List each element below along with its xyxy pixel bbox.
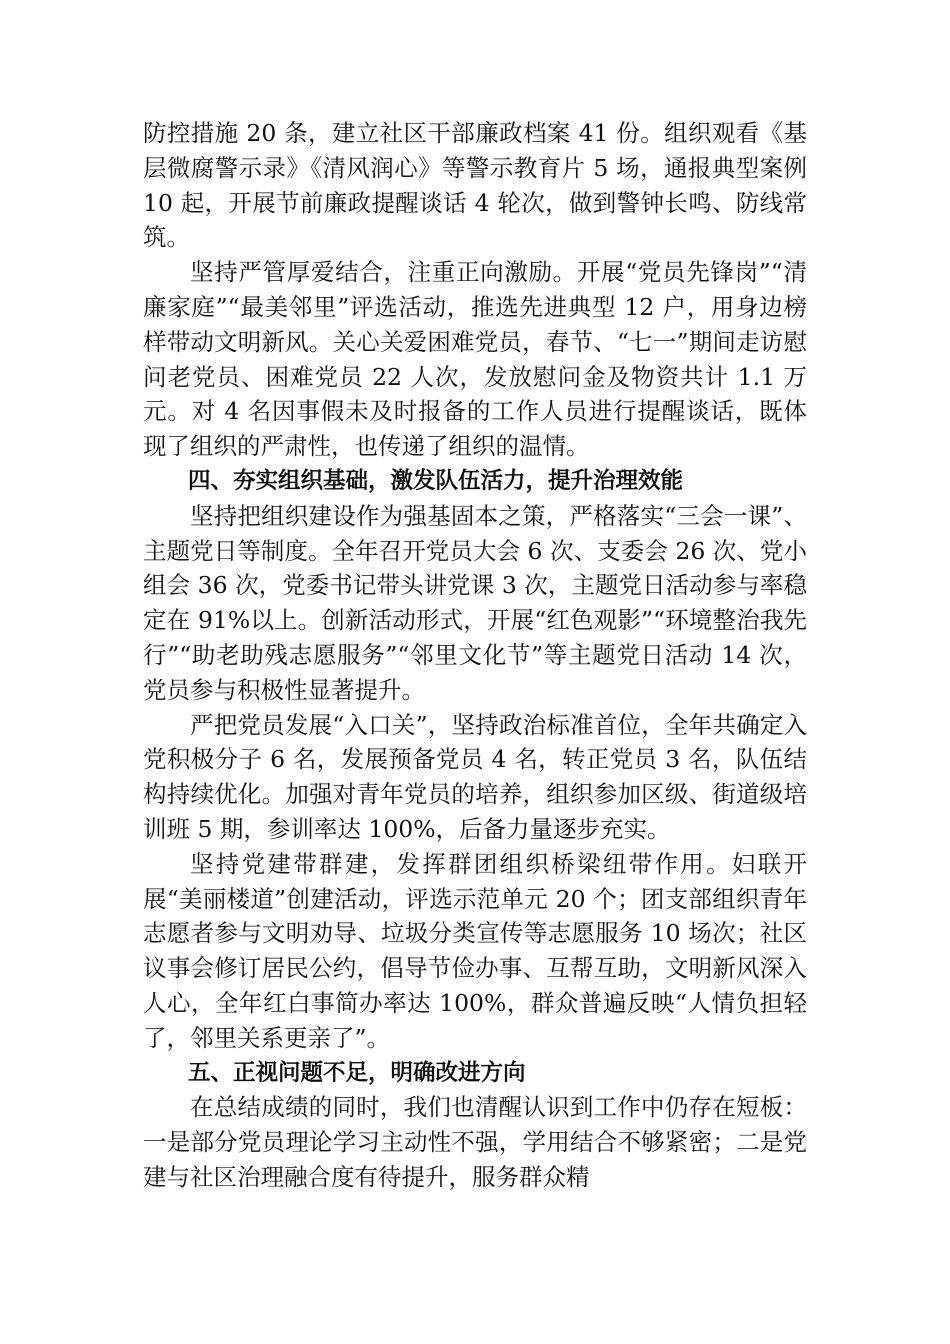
- section-heading-5: 五、正视问题不足，明确改进方向: [188, 1059, 526, 1086]
- paragraph-member-development: 严把党员发展“入口关”，坚持政治标准首位，全年共确定入党积极分子 6 名，发展预备党员 4 名，转正党员 3 名，队伍结构持续优化。加强对青年党员的培养，组织参加区级、街道级培训班 5 期，参训率达 100%，后备力量逐步充实。: [143, 710, 807, 843]
- paragraph-mass-organizations: 坚持党建带群建，发挥群团组织桥梁纽带作用。妇联开展“美丽楼道”创建活动，评选示范单元 20 个；团支部组织青年志愿者参与文明劝导、垃圾分类宣传等志愿服务 10 场次；社区议事会修订居民公约，倡导节俭办事、互帮互助，文明新风深入人心，全年红白事简办率达 100%，群众普遍反映“人情负担轻了，邻里关系更亲了”。: [143, 849, 807, 1052]
- paragraph-continuation: 防控措施 20 条，建立社区干部廉政档案 41 份。组织观看《基层微腐警示录》《清风润心》等警示教育片 5 场，通报典型案例 10 起，开展节前廉政提醒谈话 4 轮次，做到警钟长鸣、防线常筑。: [143, 119, 807, 252]
- document-body: [143, 116, 807, 1195]
- paragraph-integrity-incentives: 坚持严管厚爱结合，注重正向激励。开展“党员先锋岗”“清廉家庭”“最美邻里”评选活动，推选先进典型 12 户，用身边榜样带动文明新风。关心关爱困难党员，春节、“七一”期间走访慰问老党员、困难党员 22 人次，发放慰问金及物资共计 1.1 万元。对 4 名因事假未及时报备的工作人员进行提醒谈话，既体现了组织的严肃性，也传递了组织的温情。: [143, 258, 807, 461]
- section-heading-4: 四、夯实组织基础，激发队伍活力，提升治理效能: [188, 467, 684, 494]
- paragraph-shortcomings: 在总结成绩的同时，我们也清醒认识到工作中仍存在短板：一是部分党员理论学习主动性不强，学用结合不够紧密；二是党建与社区治理融合度有待提升，服务群众精: [143, 1093, 807, 1191]
- paragraph-organization-building: 坚持把组织建设作为强基固本之策，严格落实“三会一课”、主题党日等制度。全年召开党员大会 6 次、支委会 26 次、党小组会 36 次，党委书记带头讲党课 3 次，主题党日活动参与率稳定在 91%以上。创新活动形式，开展“红色观影”“环境整治我先行”“助老助残志愿服务”“邻里文化节”等主题党日活动 14 次，党员参与积极性显著提升。: [143, 501, 807, 704]
